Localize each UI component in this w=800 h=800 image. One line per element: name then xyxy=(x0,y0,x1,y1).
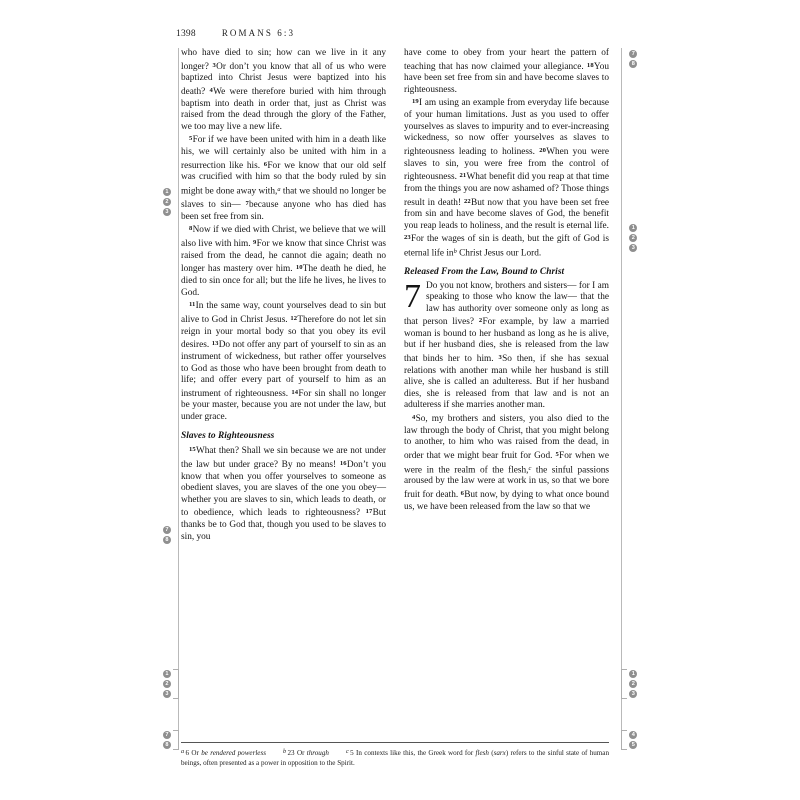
verse-paragraph: $^{11}$In the same way, count yourselves dead to sin but alive to God in Christ Jesus. $^{12}$Therefore do not let sin reign in your mortal body so that you obey its evil desires. $^{13}$Do not offer any part of yourself to sin as an instrument of wickedness, but rather offer yourselves to God as those who have been brought from death to life; and offer every part of yourself to him as an instrument of righteousness. $^{14}$For sin shall no longer be your master, because you are not under the law, but under grace. xyxy=(181,301,387,422)
cross-reference-marker[interactable]: 1 xyxy=(629,670,637,678)
cross-reference-marker[interactable]: 7 xyxy=(163,526,171,534)
cross-reference-marker[interactable]: 8 xyxy=(163,536,171,544)
cross-reference-marker[interactable]: 1 xyxy=(163,670,171,678)
cross-reference-marker-group[interactable] xyxy=(163,731,171,749)
chapter-number-dropcap: 7 xyxy=(404,277,421,315)
footnote-reference[interactable]: b xyxy=(453,248,457,256)
verse-number: 4 xyxy=(209,86,213,94)
verse-paragraph: who have died to sin; how can we live in it any longer? $^3$Or don’t you know that all of us who were baptized into Christ Jesus were baptized into his death? $^4$We were therefore buried with him through baptism into death in order that, just as Christ was raised from the dead through the glory of the Father, we too may live a new life. xyxy=(181,48,387,132)
running-head-reference: ROMANS 6:3 xyxy=(221,28,296,38)
verse-paragraph: have come to obey from your heart the pattern of teaching that has now claimed your allegiance. $^{18}$You have been set free from sin and have become slaves to righteousness. xyxy=(404,48,609,95)
verse-number: 13 xyxy=(211,340,219,348)
footnote-verse-number: 5 xyxy=(350,749,354,758)
footnote-italic-text: be rendered powerless xyxy=(201,749,266,758)
verse-paragraph: 7 Do you not know, brothers and sisters— for I am speaking to those who know the law— that the law has authority over someone only as long as that person lives? $^2$For example, by law a married woman is bound to her husband as long as he is alive, but if her husband dies, she is released from the law that binds her to him. $^3$So then, if she has sexual relations with another man while her husband is still alive, she is called an adulteress. But if her husband dies, she is released from that law and is not an adulteress if she marries another man. xyxy=(404,277,609,411)
running-head xyxy=(176,28,624,44)
verse-paragraph: $^4$So, my brothers and sisters, you also died to the law through the body of Christ, that you might belong to another, to him who was raised from the dead, in order that we might bear fruit for God. $^5$For when we were in the realm of the flesh,$^c$ the sinful passions aroused by the law were at work in us, so that we bore fruit for death. $^6$But now, by dying to what once bound us, we have been released from the law so that we xyxy=(404,413,609,512)
verse-number: 18 xyxy=(586,61,594,69)
verse-number: 4 xyxy=(412,413,416,421)
cross-reference-marker[interactable]: 3 xyxy=(629,690,637,698)
verse-paragraph: $^{15}$What then? Shall we sin because we are not under the law but under grace? By no means! $^{16}$Don’t you know that when you offer yourselves to someone as obedient slaves, you are slaves of the one you obey—whether you are slaves to sin, which leads to death, or to obedience, which leads to righteousness? $^{17}$But thanks be to God that, though you used to be slaves to sin, you xyxy=(181,446,386,542)
cross-reference-marker[interactable]: 7 xyxy=(629,50,637,58)
verse-number: 6 xyxy=(460,490,465,498)
page-number: 1398 xyxy=(176,29,196,39)
footnote-reference[interactable]: a xyxy=(277,185,281,193)
footnote-letter: a xyxy=(181,748,185,755)
verse-number: 19 xyxy=(412,98,419,106)
verse-number: 11 xyxy=(189,301,196,309)
left-column-rule xyxy=(178,48,179,738)
cross-reference-marker-group[interactable] xyxy=(629,224,637,252)
cross-reference-marker[interactable]: 2 xyxy=(629,680,637,688)
verse-number: 10 xyxy=(295,264,303,272)
verse-number: 20 xyxy=(539,146,546,154)
left-margin-markers xyxy=(133,48,181,748)
right-text-column xyxy=(404,48,609,543)
footnote-reference[interactable]: c xyxy=(528,464,532,472)
verse-number: 14 xyxy=(291,388,299,396)
footnote-italic-text: flesh xyxy=(475,749,489,758)
footnote-item: b23 Or through xyxy=(282,748,329,758)
cross-reference-marker[interactable]: 4 xyxy=(629,731,637,739)
cross-reference-marker[interactable]: 1 xyxy=(163,188,171,196)
cross-reference-marker[interactable]: 3 xyxy=(163,208,171,216)
footnote-letter: b xyxy=(282,748,287,755)
cross-reference-marker[interactable]: 2 xyxy=(163,680,171,688)
footnote-italic-text: sarx xyxy=(493,749,506,758)
verse-number: 7 xyxy=(245,199,249,207)
cross-reference-marker[interactable]: 7 xyxy=(163,731,171,739)
verse-number: 2 xyxy=(478,317,483,325)
cross-reference-marker[interactable]: 5 xyxy=(629,741,637,749)
section-subheading: Released From the Law, Bound to Christ xyxy=(404,267,565,277)
cross-reference-marker-group[interactable] xyxy=(163,188,171,216)
scripture-body xyxy=(181,48,609,738)
verse-number: 21 xyxy=(459,172,467,180)
verse-number: 16 xyxy=(339,459,347,467)
marker-bracket xyxy=(173,730,179,750)
verse-number: 22 xyxy=(464,197,471,205)
right-margin-markers xyxy=(619,48,667,748)
right-column-rule xyxy=(621,48,622,738)
verse-paragraph: $^8$Now if we died with Christ, we believe that we will also live with him. $^9$For we know that since Christ was raised from the dead, he cannot die again; death no longer has mastery over him. $^{10}$The death he died, he died to sin once for all; but the life he lives, he lives to God. xyxy=(181,225,386,298)
section-subheading: Slaves to Righteousness xyxy=(181,430,275,441)
verse-number: 23 xyxy=(404,234,411,242)
verse-number: 9 xyxy=(253,238,257,246)
marker-bracket xyxy=(173,669,179,699)
cross-reference-marker[interactable]: 8 xyxy=(163,741,171,749)
cross-reference-marker[interactable]: 2 xyxy=(629,234,637,242)
verse-number: 17 xyxy=(365,508,373,516)
cross-reference-marker-group[interactable] xyxy=(163,670,171,698)
marker-bracket xyxy=(621,730,627,750)
left-text-column xyxy=(181,48,386,543)
footnote-verse-number: 6 xyxy=(185,749,190,758)
marker-bracket xyxy=(621,669,627,699)
cross-reference-marker[interactable]: 2 xyxy=(163,198,171,206)
verse-number: 12 xyxy=(290,314,298,322)
verse-number: 5 xyxy=(189,135,193,143)
footnote-item: a6 Or be rendered powerless xyxy=(181,748,266,758)
cross-reference-marker[interactable]: 8 xyxy=(629,60,637,68)
cross-reference-marker-group[interactable] xyxy=(163,526,171,544)
verse-paragraph: $^5$For if we have been united with him in a death like his, we will certainly also be united with him in a resurrection like his. $^6$For we know that our old self was crucified with him so that the body ruled by sin might be done away with,$^a$ that we should no longer be slaves to sin— $^7$because anyone who has died has been set free from sin. xyxy=(181,135,387,222)
cross-reference-marker-group[interactable] xyxy=(629,731,637,749)
footnote-italic-text: through xyxy=(306,749,329,758)
verse-number: 8 xyxy=(189,225,193,233)
footnotes-block xyxy=(181,742,609,768)
verse-paragraph: $^{19}$I am using an example from everyday life because of your human limitations. Just as you used to offer yourselves as slaves to impurity and to ever-increasing wickedness, so now offer yourselves as slaves to righteousness leading to holiness. $^{20}$When you were slaves to sin, you were free from the control of righteousness. $^{21}$What benefit did you reap at that time from the things you are now ashamed of? Those things result in death! $^{22}$But now that you have been set free from sin and have become slaves of God, the benefit you reap leads to holiness, and the result is eternal life. $^{23}$For the wages of sin is death, but the gift of God is eternal life in$^b$ Christ Jesus our Lord. xyxy=(404,98,609,259)
cross-reference-marker-group[interactable] xyxy=(629,50,637,68)
footnote-letter: c xyxy=(345,748,349,755)
cross-reference-marker[interactable]: 3 xyxy=(163,690,171,698)
cross-reference-marker[interactable]: 3 xyxy=(629,244,637,252)
verse-number: 5 xyxy=(555,450,559,458)
verse-number: 6 xyxy=(263,160,268,168)
verse-number: 3 xyxy=(212,61,216,69)
verse-number: 15 xyxy=(189,446,196,454)
cross-reference-marker[interactable]: 1 xyxy=(629,224,637,232)
cross-reference-marker-group[interactable] xyxy=(629,670,637,698)
verse-number: 3 xyxy=(498,354,502,362)
footnote-line xyxy=(181,747,609,768)
footnote-item: c5 In contexts like this, the Greek word for flesh (sarx) refers to the sinful state of human beings, often presented as a power in opposition to the Spirit. xyxy=(181,748,609,767)
footnote-verse-number: 23 xyxy=(287,749,295,758)
